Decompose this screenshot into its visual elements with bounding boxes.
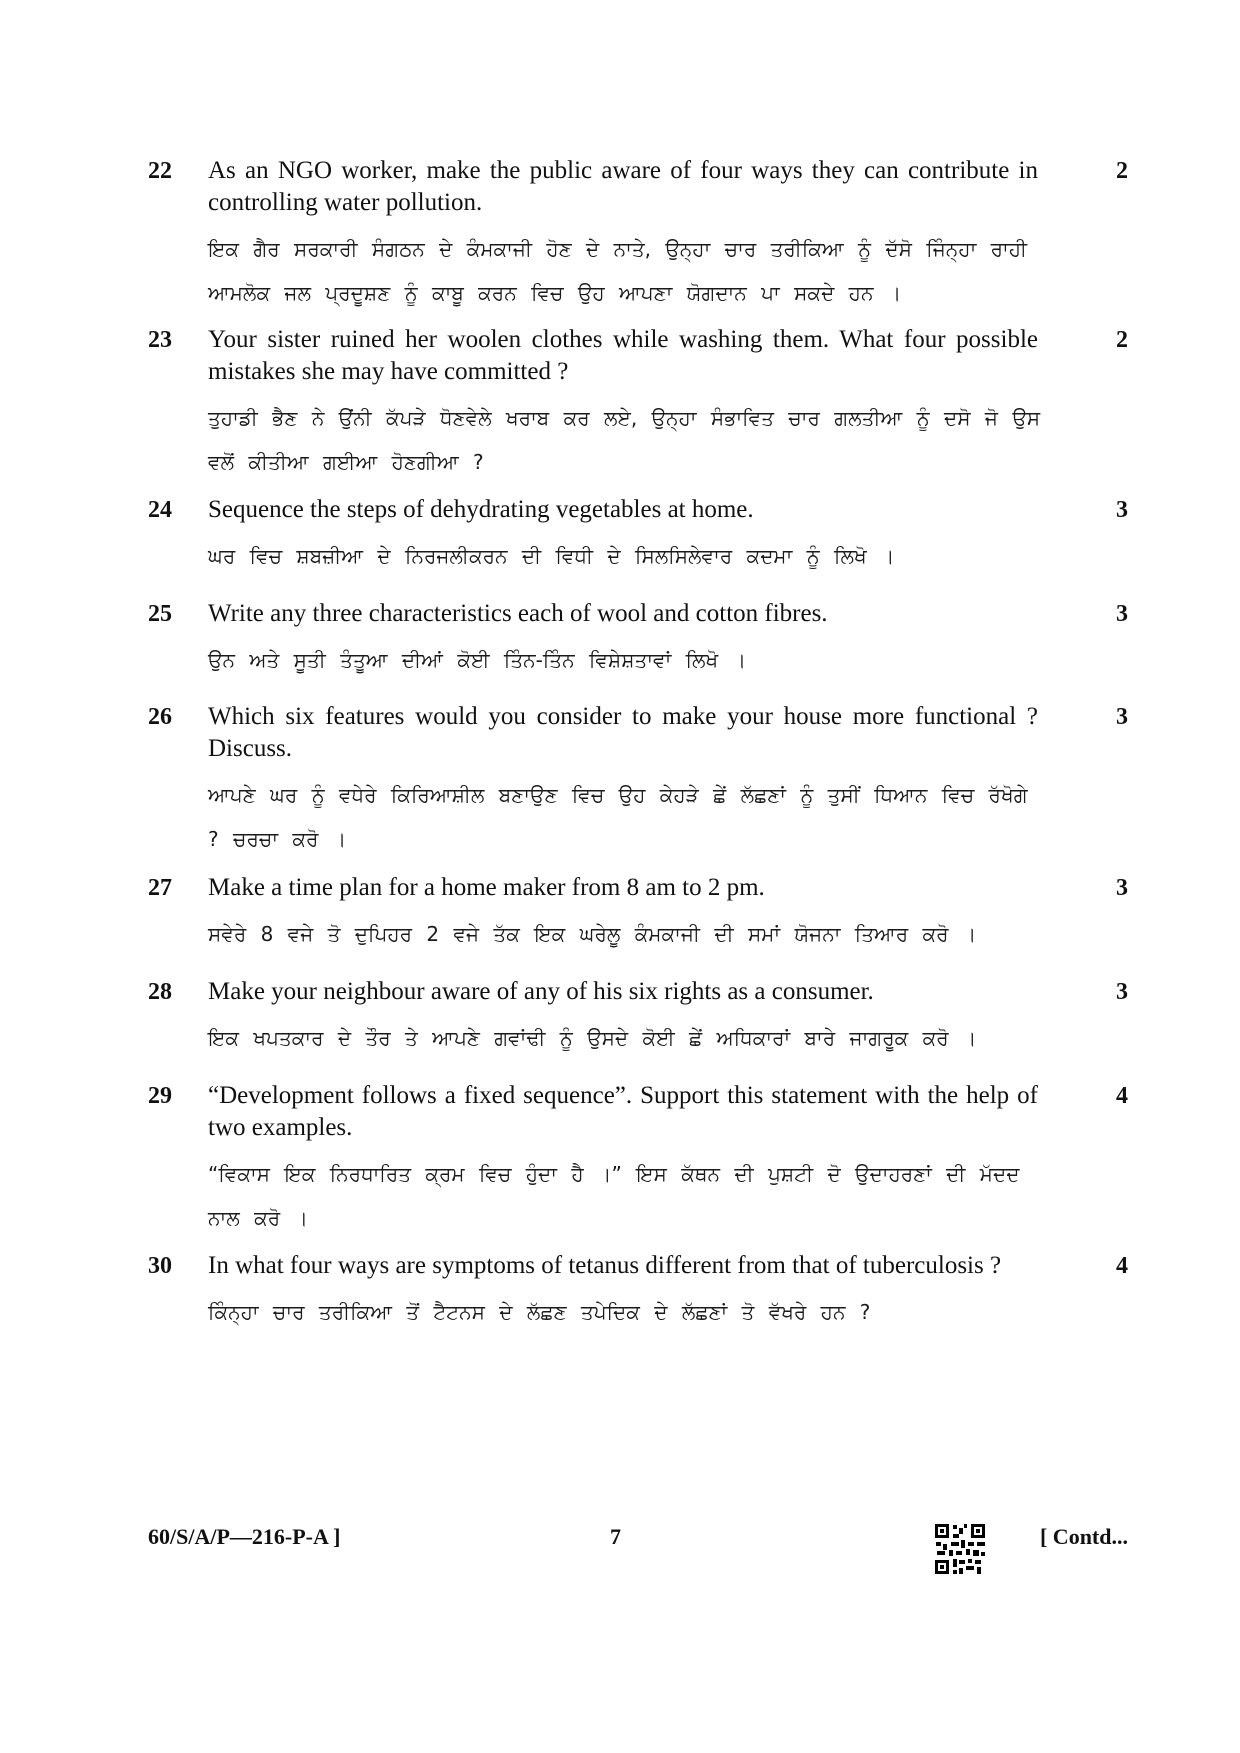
question-marks: 2 <box>1116 158 1128 184</box>
question-text-english: Make a time plan for a home maker from 8 am to 2 pm. <box>208 874 765 901</box>
question-marks: 4 <box>1116 1253 1128 1279</box>
page-number: 7 <box>610 1524 621 1549</box>
question-text-punjabi: ਆਪਣੇ ਘਰ ਨੂੰ ਵਧੇਰੇ ਕਿਰਿਆਸ਼ੀਲ ਬਣਾਉਣ ਵਿਚ ਉਹ ਕੇਹੜੇ ਛੇਂ ਲੱਛਣਾਂ ਨੂੰ ਤੁਸੀਂ ਧਿਆਨ ਵਿਚ ਰੱਖੋਗੇ ? ਚਰਚਾ ਕਰੋ । <box>208 783 1028 851</box>
question-number: 30 <box>148 1253 172 1279</box>
question-number: 28 <box>148 979 172 1005</box>
continued-label: [ Contd... <box>1039 1524 1128 1549</box>
question-text-punjabi: ਘਰ ਵਿਚ ਸ਼ਬਜ਼ੀਆ ਦੇ ਨਿਰਜਲੀਕਰਨ ਦੀ ਵਿਧੀ ਦੇ ਸਿਲਸਿਲੇਵਾਰ ਕਦਮਾ ਨੂੰ ਲਿਖੋ । <box>208 544 895 568</box>
qr-code-icon <box>933 1522 987 1576</box>
question-marks: 3 <box>1116 979 1128 1005</box>
question-number: 23 <box>148 327 172 353</box>
question-text-english: Make your neighbour aware of any of his six rights as a consumer. <box>208 978 874 1005</box>
question-number: 22 <box>148 158 172 184</box>
question-text-punjabi: ਸਵੇਰੇ 8 ਵਜੇ ਤੋ ਦੁਪਿਹਰ 2 ਵਜੇ ਤੱਕ ਇਕ ਘਰੇਲੂ ਕੰਮਕਾਜੀ ਦੀ ਸਮਾਂ ਯੋਜਨਾ ਤਿਆਰ ਕਰੋ । <box>208 922 977 946</box>
question-24 <box>148 494 1128 578</box>
question-text-punjabi: “ਵਿਕਾਸ ਇਕ ਨਿਰਧਾਰਿਤ ਕ੍ਰਮ ਵਿਚ ਹੁੰਦਾ ਹੈ ।” ਇਸ ਕੱਥਨ ਦੀ ਪੁਸ਼ਟੀ ਦੋ ਉਦਾਹਰਣਾਂ ਦੀ ਮੱਦਦ ਨਾਲ ਕਰੋ । <box>208 1162 1020 1230</box>
paper-code: 60/S/A/P—216-P-A ] <box>148 1524 341 1549</box>
question-marks: 2 <box>1116 327 1128 353</box>
question-number: 29 <box>148 1083 172 1109</box>
question-23 <box>148 324 1128 484</box>
question-27 <box>148 872 1128 956</box>
question-text-punjabi: ਇਕ ਖਪਤਕਾਰ ਦੇ ਤੌਰ ਤੇ ਆਪਣੇ ਗਵਾਂਢੀ ਨੂੰ ਉਸਦੇ ਕੋਈ ਛੇਂ ਅਧਿਕਾਰਾਂ ਬਾਰੇ ਜਾਗਰੂਕ ਕਰੋ । <box>208 1026 977 1050</box>
question-text-punjabi: ਉਨ ਅਤੇ ਸੂਤੀ ਤੰਤੂਆ ਦੀਆਂ ਕੋਈ ਤਿੰਨ-ਤਿੰਨ ਵਿਸ਼ੇਸ਼ਤਾਵਾਂ ਲਿਖੋ । <box>208 648 747 672</box>
question-text-english: Which six features would you consider to make your house more functional ? Discuss. <box>208 703 1038 762</box>
question-marks: 3 <box>1116 497 1128 523</box>
question-26 <box>148 701 1128 861</box>
question-text-english: As an NGO worker, make the public aware of four ways they can contribute in controlling water pollution. <box>208 157 1038 216</box>
question-text-punjabi: ਕਿੰਨ੍ਹਾ ਚਾਰ ਤਰੀਕਿਆ ਤੋਂ ਟੈਟਨਸ ਦੇ ਲੱਛਣ ਤਪੇਦਿਕ ਦੇ ਲੱਛਣਾਂ ਤੋ ਵੱਖਰੇ ਹਨ ? <box>208 1300 871 1324</box>
question-30 <box>148 1250 1128 1334</box>
question-marks: 3 <box>1116 601 1128 627</box>
question-text-english: Write any three characteristics each of wool and cotton fibres. <box>208 600 828 627</box>
question-marks: 3 <box>1116 704 1128 730</box>
question-28 <box>148 976 1128 1060</box>
question-number: 25 <box>148 601 172 627</box>
question-marks: 4 <box>1116 1083 1128 1109</box>
question-text-punjabi: ਤੁਹਾਡੀ ਭੈਣ ਨੇ ਉਂਨੀ ਕੱਪੜੇ ਧੋਣਵੇਲੇ ਖਰਾਬ ਕਰ ਲਏ, ਉਨ੍ਹਾ ਸੰਭਾਵਿਤ ਚਾਰ ਗਲਤੀਆ ਨੂੰ ਦਸੋ ਜੋ ਉਸ ਵਲੋਂ ਕੀਤੀਆ ਗਈਆ ਹੋਣਗੀਆ ? <box>208 406 1041 474</box>
question-text-english: Sequence the steps of dehydrating vegetables at home. <box>208 496 754 523</box>
question-text-english: In what four ways are symptoms of tetanus different from that of tuberculosis ? <box>208 1252 1002 1279</box>
question-number: 26 <box>148 704 172 730</box>
question-marks: 3 <box>1116 875 1128 901</box>
question-22 <box>148 155 1128 315</box>
question-text-english: “Development follows a fixed sequence”. Support this statement with the help of two examples. <box>208 1082 1038 1141</box>
question-number: 24 <box>148 497 172 523</box>
question-text-english: Your sister ruined her woolen clothes while washing them. What four possible mistakes she may have committed ? <box>208 326 1038 385</box>
question-text-punjabi: ਇਕ ਗੈਰ ਸਰਕਾਰੀ ਸੰਗਠਨ ਦੇ ਕੰਮਕਾਜੀ ਹੋਣ ਦੇ ਨਾਤੇ, ਉਨ੍ਹਾ ਚਾਰ ਤਰੀਕਿਆ ਨੂੰ ਦੱਸੋ ਜਿੰਨ੍ਹਾ ਰਾਹੀ ਆਮਲੋਕ ਜਲ ਪ੍ਰਦੂਸ਼ਣ ਨੂੰ ਕਾਬੂ ਕਰਨ ਵਿਚ ਉਹ ਆਪਣਾ ਯੋਗਦਾਨ ਪਾ ਸਕਦੇ ਹਨ । <box>208 237 1028 305</box>
question-29 <box>148 1080 1128 1240</box>
question-25 <box>148 598 1128 682</box>
page-footer <box>148 1522 1128 1582</box>
question-number: 27 <box>148 875 172 901</box>
